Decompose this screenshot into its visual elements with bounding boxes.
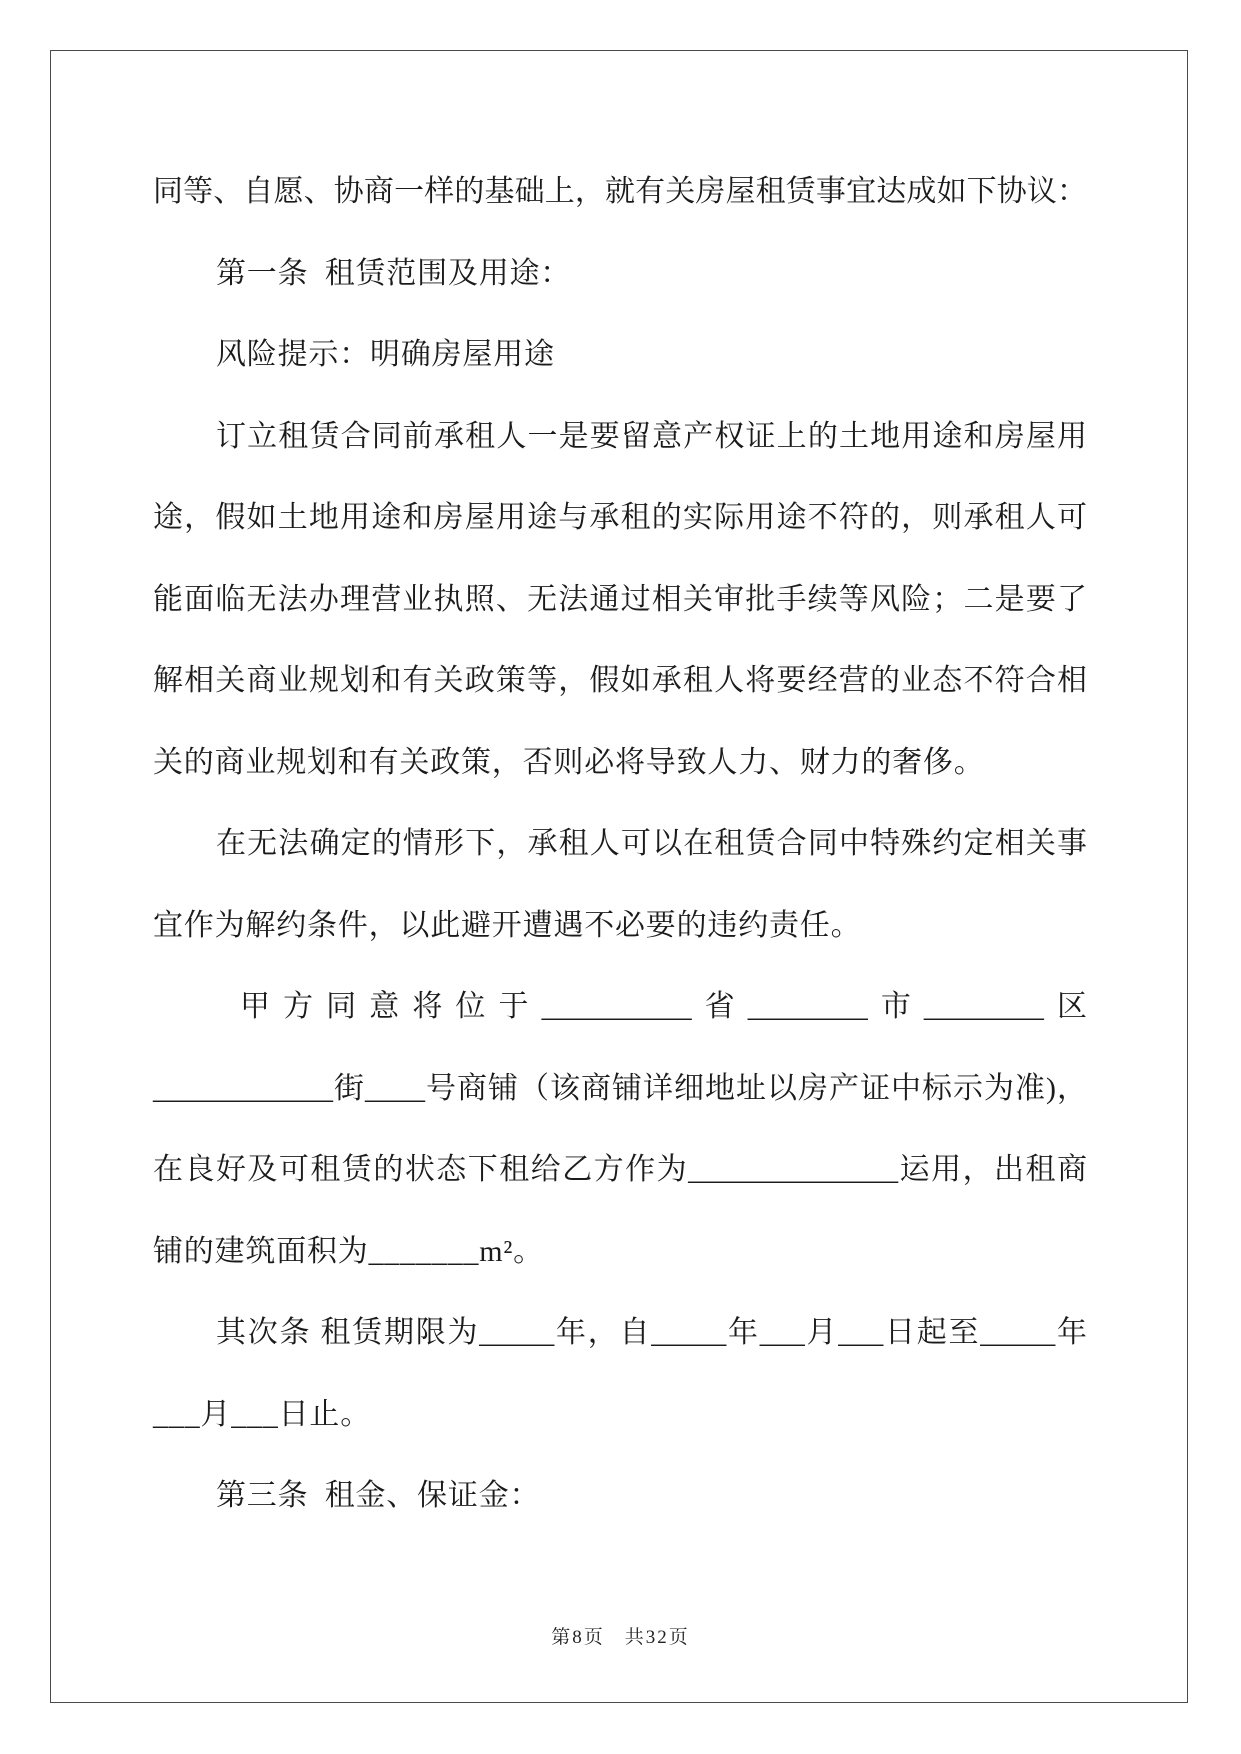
document-body [153, 151, 1087, 1537]
premises-clause-line: 在良好及可租赁的状态下租给乙方作为______________运用，出租商 [153, 1153, 1087, 1186]
page-number: 第8页 [551, 1627, 605, 1648]
risk-tip-paragraph-line: 能面临无法办理营业执照、无法通过相关审批手续等风险；二是要了 [153, 582, 1087, 616]
clause-1-heading: 第一条 租赁范围及用途： [216, 256, 572, 290]
premises-clause-line: 铺的建筑面积为_______m²。 [153, 1234, 544, 1268]
page-footer [0, 1624, 1241, 1652]
agreement-intro-line: 同等、自愿、协商一样的基础上，就有关房屋租赁事宜达成如下协议： [153, 175, 1087, 208]
risk-tip-paragraph-line: 解相关商业规划和有关政策等，假如承租人将要经营的业态不符合相 [153, 664, 1087, 697]
risk-tip-paragraph-line: 关的商业规划和有关政策，否则必将导致人力、财力的奢侈。 [153, 745, 985, 779]
risk-tip-paragraph-line: 途，假如土地用途和房屋用途与承租的实际用途不符的，则承租人可 [153, 501, 1087, 534]
advice-paragraph-line: 在无法确定的情形下，承租人可以在租赁合同中特殊约定相关事 [216, 827, 1087, 860]
premises-clause-line: ____________街____号商铺（该商铺详细地址以房产证中标示为准)， [153, 1071, 1087, 1105]
premises-clause-line: 甲方同意将位于__________省________市________区 [240, 990, 1087, 1023]
risk-tip-paragraph-line: 订立租赁合同前承租人一是要留意产权证上的土地用途和房屋用 [216, 419, 1087, 453]
page-total: 共32页 [624, 1627, 690, 1648]
advice-paragraph-line: 宜作为解约条件，以此避开遭遇不必要的违约责任。 [153, 908, 862, 942]
clause-3-heading: 第三条 租金、保证金： [216, 1479, 541, 1512]
risk-tip-heading: 风险提示：明确房屋用途 [216, 338, 555, 371]
term-clause-line: 其次条 租赁期限为_____年，自_____年___月___日起至_____年 [216, 1316, 1087, 1349]
term-clause-line: ___月___日止。 [153, 1397, 371, 1431]
